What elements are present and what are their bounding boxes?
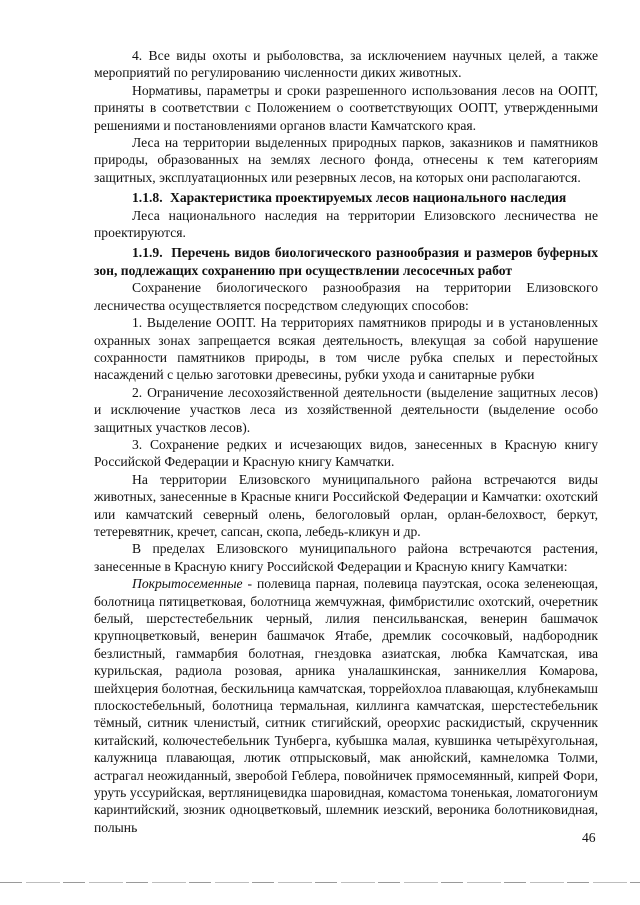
section-heading-1-1-9: [94, 244, 598, 279]
section-heading-1-1-8: [94, 189, 598, 206]
paragraph-parks: Леса на территории выделенных природных парков, заказников и памятников природы, образованных на землях лесного фонда, отнесены к тем категориям защитных, эксплуатационных или резервных лесов, на которых они располагаются.: [94, 135, 598, 185]
paragraph-heritage-forests: Леса национального наследия на территории Елизовского лесничества не проектируются.: [94, 207, 598, 241]
section-number: 1.1.9.: [132, 245, 163, 261]
paragraph-animals: На территории Елизовского муниципального района встречаются виды животных, занесенные в Красные книги Российской Федерации и Камчатки: охотский или камчатский северный олень, белоголовый орлан, орлан-белохвост, беркут, тетеревятник, кречет, сапсан, скопа, лебедь-кликун и др.: [94, 471, 598, 539]
section-title: Характеристика проектируемых лесов национального наследия: [170, 190, 567, 206]
paragraph-method-2: 2. Ограничение лесохозяйственной деятельности (выделение защитных лесов) и исключение участков леса из хозяйственной деятельности (выделение особо защитных участков лесов).: [94, 384, 598, 435]
page-number: 46: [582, 830, 596, 845]
section-number: 1.1.8.: [132, 190, 163, 206]
paragraph-plants-intro: В пределах Елизовского муниципального района встречаются растения, занесенные в Красную книгу Российской Федерации и Красную книгу Камчатки:: [94, 541, 598, 574]
paragraph-angiosperms: [94, 575, 598, 836]
paragraph-biodiversity-methods: Сохранение биологического разнообразия на территории Елизовского лесничества осуществляется посредством следующих способов:: [94, 280, 598, 313]
footer-divider: [0, 882, 640, 883]
angiosperms-label: Покрытосеменные: [132, 576, 243, 592]
paragraph-method-3: 3. Сохранение редких и исчезающих видов, занесенных в Красную книгу Российской Федерации и Красную книгу Камчатки.: [94, 436, 598, 470]
paragraph-hunting-ban: 4. Все виды охоты и рыболовства, за исключением научных целей, а также мероприятий по регулированию численности диких животных.: [94, 48, 598, 81]
paragraph-norms: Нормативы, параметры и сроки разрешенного использования лесов на ООПТ, приняты в соответствии с Положением о соответствующих ООПТ, утвержденными решениями и постановлениями органов власти Камчатского края.: [94, 82, 598, 133]
angiosperms-list: - полевица парная, полевица пауэтская, осока зеленеющая, болотница пятицветковая, болотница жемчужная, фимбристилис охотский, очеретник белый, шерстестебельник черный, лилия пенсильванская, венерин башмачок крупноцветковый, венерин башмачок Ятабе, дремлик сосочковый, надбородник безлистный, гаммарбия болотная, гнездовка азиатская, любка Камчатская, ива курильская, радиола розовая, арника уналашкинская, занникеллия Комарова, шейхцерия болотная, бескильница камчатская, торрейохлоа плавающая, клубнекамыш плоскостебельный, болотница термальная, киллинга камчатская, шерстестебельник тёмный, ситник членистый, ситник стигийский, ореорхис раскидистый, скрученник китайский, колючестебельник Тунберга, кубышка малая, кувшинка четырёхугольная, калужница плавающая, лютик отпрысковый, мак анюйский, камнеломка Толми, астрагал неожиданный, зверобой Геблера, повойничек прямосемянный, кипрей Фори, уруть уссурийская, вертляницевидка шаровидная, комастома тоненькая, ломатогониум каринтийский, зюзник одноцветковый, шлемник иезский, вероника болотниковидная, полынь: [94, 576, 598, 835]
paragraph-method-1: 1. Выделение ООПТ. На территориях памятников природы и в установленных охранных зонах запрещается всякая деятельность, влекущая за собой нарушение сохранности памятников природы, в том числе рубка спелых и перестойных насаждений с целью заготовки древесины, рубки ухода и санитарные рубки: [94, 315, 598, 383]
document-body: [94, 47, 598, 836]
section-title: Перечень видов биологического разнообразия и размеров буферных зон, подлежащих сохранению при осуществлении лесосечных работ: [94, 245, 599, 278]
